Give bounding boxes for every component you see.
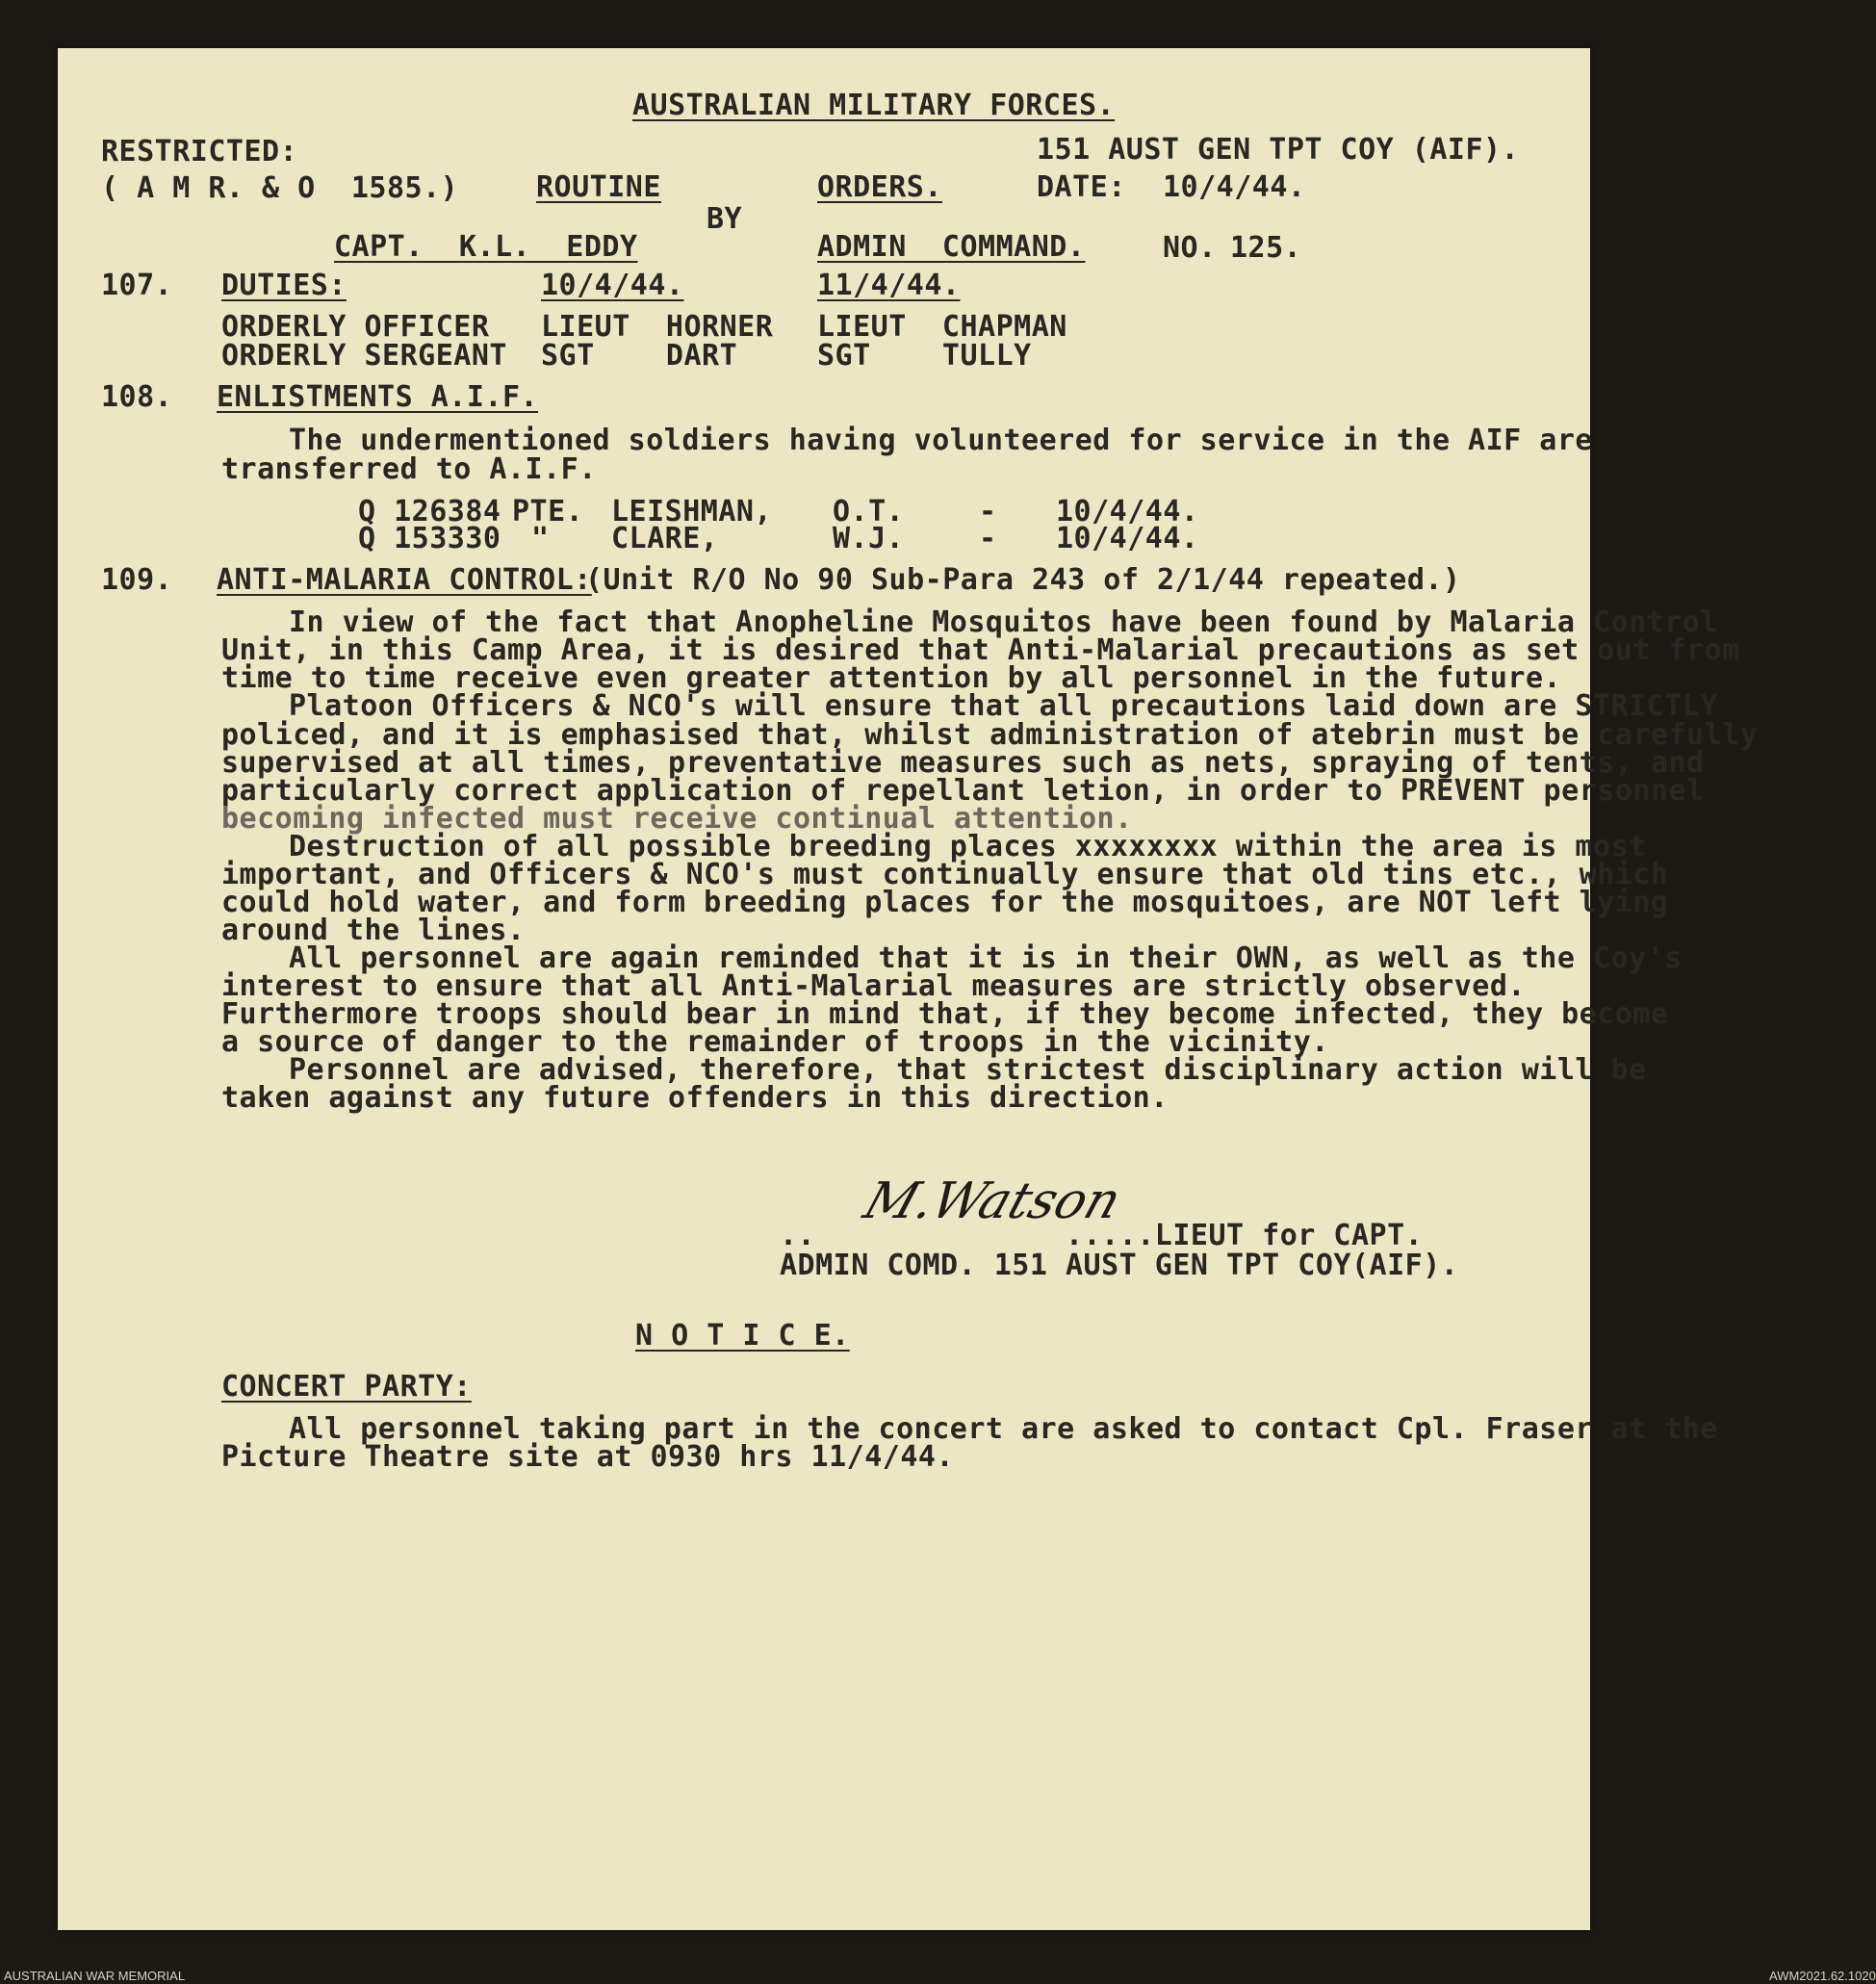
duty-day2: SGT TULLY (817, 339, 1032, 373)
org-title: AUSTRALIAN MILITARY FORCES. (632, 89, 1116, 122)
malaria-text: Personnel are advised, therefore, that strictest disciplinary action will be (289, 1053, 1647, 1087)
duty-day1: SGT DART (541, 339, 738, 373)
captain-name: CAPT. K.L. EDDY (334, 230, 638, 264)
restricted-label: RESTRICTED: (101, 135, 298, 168)
amr-reference: ( A M R. & O 1585.) (101, 171, 459, 205)
malaria-text: important, and Officers & NCO's must continually ensure that old tins etc., which (221, 858, 1669, 891)
duty-role: ORDERLY OFFICER (221, 310, 490, 344)
soldier-date: 10/4/44. (1056, 522, 1199, 555)
enlistments-text: transferred to A.I.F. (221, 452, 597, 486)
soldier-name: CLARE, (611, 522, 719, 555)
soldier-dash: - (979, 522, 997, 555)
soldier-rank: PTE. (512, 495, 584, 528)
malaria-subtitle: (Unit R/O No 90 Sub-Para 243 of 2/1/44 repeated.) (585, 563, 1461, 597)
malaria-text: particularly correct application of repellant letion, in order to PREVENT personnel (221, 774, 1705, 808)
soldier-rank: " (531, 522, 550, 555)
soldier-date: 10/4/44. (1056, 495, 1199, 528)
malaria-title: ANTI-MALARIA CONTROL: (217, 563, 592, 597)
order-number-value: 125. (1230, 231, 1302, 265)
malaria-text: Unit, in this Camp Area, it is desired that Anti-Malarial precautions as set out from (221, 633, 1740, 667)
section-number-108: 108. (101, 380, 173, 414)
archive-caption-left: AUSTRALIAN WAR MEMORIAL (4, 1969, 186, 1983)
malaria-text: Platoon Officers & NCO's will ensure that all precautions laid down are STRICTLY (289, 689, 1718, 723)
date-value: 10/4/44. (1163, 170, 1306, 204)
malaria-text: Furthermore troops should bear in mind that, if they become infected, they become (221, 997, 1669, 1031)
soldier-initials: O.T. (833, 495, 905, 528)
enlistments-title: ENLISTMENTS A.I.F. (217, 380, 539, 414)
enlistments-text: The undermentioned soldiers having volunteered for service in the AIF are (289, 424, 1593, 457)
notice-title: N O T I C E. (635, 1319, 850, 1353)
soldier-number: Q 153330 (358, 522, 501, 555)
unit-name: 151 AUST GEN TPT COY (AIF). (1037, 133, 1520, 167)
notice-text: All personnel taking part in the concert are asked to contact Cpl. Fraser at the (289, 1412, 1718, 1446)
soldier-number: Q 126384 (358, 495, 501, 528)
malaria-text: interest to ensure that all Anti-Malarial measures are strictly observed. (221, 969, 1526, 1003)
signature: M.Watson (857, 1172, 1128, 1230)
soldier-name: LEISHMAN, (611, 495, 773, 528)
duty-day1: LIEUT HORNER (541, 310, 774, 344)
malaria-text: supervised at all times, preventative measures such as nets, spraying of tents, and (221, 746, 1705, 780)
by-label: BY (707, 202, 743, 236)
malaria-text: policed, and it is emphasised that, whilst administration of atebrin must be carefully (221, 718, 1759, 752)
section-number-107: 107. (101, 269, 173, 302)
order-number-label: NO. (1163, 231, 1217, 265)
admin-command-label: ADMIN COMMAND. (817, 230, 1086, 264)
signature-line: .. .....LIEUT for CAPT. (780, 1219, 1424, 1252)
malaria-text: time to time receive even greater attention by all personnel in the future. (221, 661, 1562, 695)
malaria-text: taken against any future offenders in this direction. (221, 1081, 1169, 1115)
orders-label: ORDERS. (817, 170, 942, 204)
archive-caption-right: AWM2021.62.1020 (1769, 1969, 1876, 1983)
malaria-text: All personnel are again reminded that it is in their OWN, as well as the Coy's (289, 941, 1683, 975)
duties-date-2: 11/4/44. (817, 269, 961, 302)
duty-day2: LIEUT CHAPMAN (817, 310, 1067, 344)
malaria-text: a source of danger to the remainder of troops in the vicinity. (221, 1025, 1329, 1059)
concert-party-heading: CONCERT PARTY: (221, 1370, 472, 1404)
notice-text: Picture Theatre site at 0930 hrs 11/4/44. (221, 1440, 955, 1474)
soldier-dash: - (979, 495, 997, 528)
duty-role: ORDERLY SERGEANT (221, 339, 507, 373)
section-number-109: 109. (101, 563, 173, 597)
signature-title: ADMIN COMD. 151 AUST GEN TPT COY(AIF). (780, 1249, 1459, 1282)
duties-title: DUTIES: (221, 269, 347, 302)
malaria-text: In view of the fact that Anopheline Mosquitos have been found by Malaria Control (289, 606, 1718, 639)
malaria-text: becoming infected must receive continual attention. (221, 802, 1133, 836)
malaria-text: around the lines. (221, 914, 526, 947)
date-label: DATE: (1037, 170, 1126, 204)
routine-label: ROUTINE (536, 170, 661, 204)
duties-date-1: 10/4/44. (541, 269, 684, 302)
malaria-text: Destruction of all possible breeding places xxxxxxxx within the area is most (289, 830, 1647, 863)
soldier-initials: W.J. (833, 522, 905, 555)
malaria-text: could hold water, and form breeding places for the mosquitoes, are NOT left lying (221, 886, 1669, 919)
document-page (58, 48, 1759, 1930)
